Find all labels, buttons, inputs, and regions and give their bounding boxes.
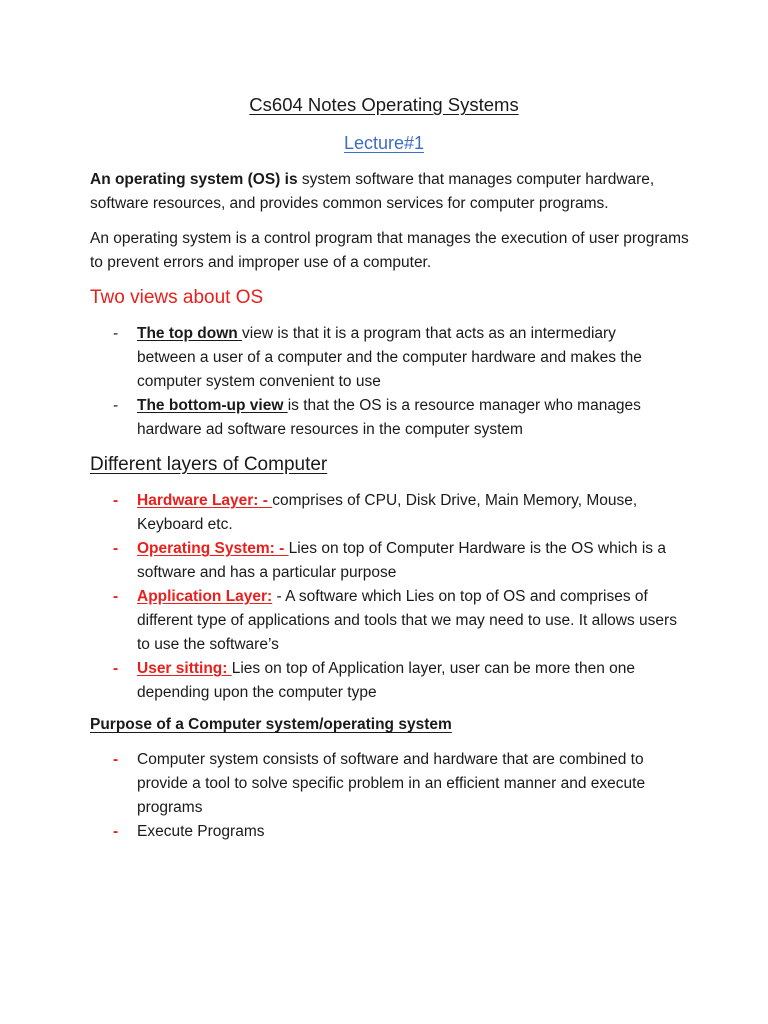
purpose-text: Computer system consists of software and hardware that are combined to provide a tool to solve specific problem in an efficient manner and execute programs: [137, 751, 646, 816]
view-text: is that the OS is a resource manager who manages hardware ad software resources in the computer system: [137, 397, 641, 438]
dash-bullet: -: [113, 540, 119, 557]
dash-bullet: -: [113, 492, 119, 509]
layer-label: Hardware Layer: -: [137, 492, 273, 509]
layer-text: comprises of CPU, Disk Drive, Main Memory, Mouse, Keyboard etc.: [137, 492, 638, 533]
list-item: [0, 585, 677, 657]
view-label: The bottom-up view: [137, 397, 288, 414]
layer-text: Lies on top of Application layer, user can be more then one depending upon the computer type: [137, 660, 635, 701]
list-item: [0, 394, 677, 442]
list-item: [0, 322, 677, 394]
dash-bullet: -: [113, 325, 119, 342]
dash-bullet: -: [113, 588, 119, 605]
layer-text: - A software which Lies on top of OS and comprises of different type of applications and tools that we may need to use. It allows users to use the software’s: [137, 588, 677, 653]
dash-bullet: -: [113, 823, 119, 840]
definition-paragraph: An operating system is a control program that manages the execution of user programs to prevent errors and improper use of a computer.: [90, 230, 689, 271]
layer-label: User sitting:: [137, 660, 232, 677]
dash-bullet: -: [113, 660, 119, 677]
intro-paragraph: [90, 168, 690, 216]
layer-label: Operating System: -: [137, 540, 289, 557]
list-item: [0, 489, 677, 537]
purpose-list: [0, 748, 677, 844]
layers-heading: Different layers of Computer: [90, 454, 328, 475]
layers-list: [0, 489, 677, 705]
views-heading: Two views about OS: [90, 287, 264, 308]
purpose-heading: Purpose of a Computer system/operating system: [90, 716, 452, 733]
page-title: Cs604 Notes Operating Systems: [249, 94, 519, 115]
view-text: view is that it is a program that acts as an intermediary between a user of a computer and the computer hardware and makes the computer system convenient to use: [137, 325, 642, 390]
views-list: [0, 322, 677, 442]
intro-text: system software that manages computer hardware, software resources, and provides common services for computer programs.: [90, 171, 655, 212]
list-item: [0, 537, 677, 585]
purpose-text: Execute Programs: [137, 823, 265, 840]
layer-text: Lies on top of Computer Hardware is the OS which is a software and has a particular purpose: [137, 540, 666, 581]
list-item: [0, 748, 677, 820]
dash-bullet: -: [113, 751, 119, 768]
list-item: [0, 657, 677, 705]
lecture-heading: Lecture#1: [343, 133, 425, 153]
list-item: [0, 820, 677, 844]
dash-bullet: -: [113, 397, 119, 414]
intro-bold-lead: An operating system (OS) is: [90, 171, 298, 188]
view-label: The top down: [137, 325, 243, 342]
layer-label: Application Layer:: [137, 588, 273, 605]
